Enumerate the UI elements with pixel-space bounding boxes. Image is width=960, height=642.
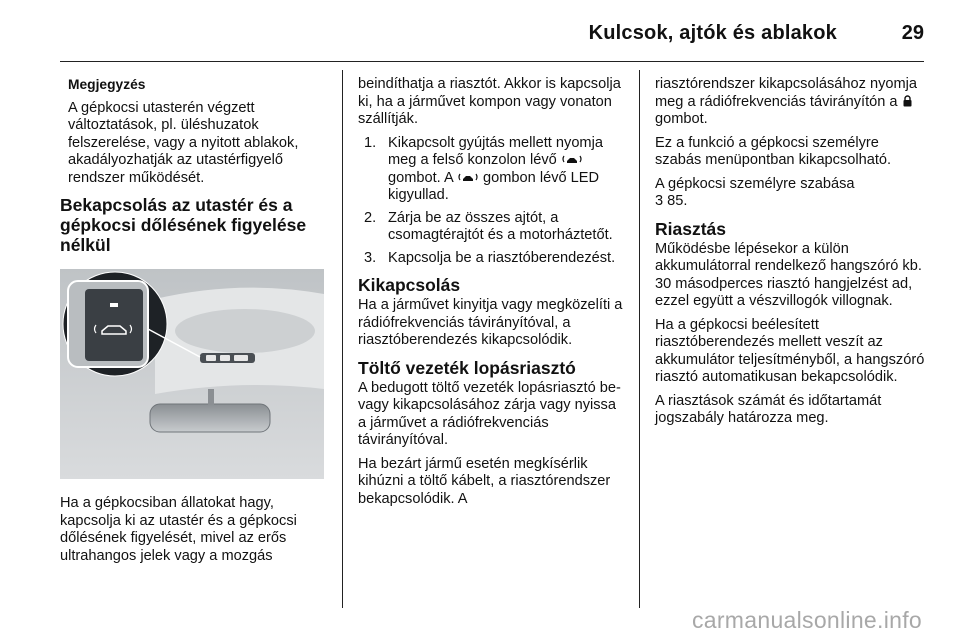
- note-box: [60, 76, 328, 187]
- lock-icon: [902, 95, 913, 107]
- section-heading-alarm: Riasztás: [655, 218, 727, 239]
- personalization-text: Ez a funkció a gépkocsi személyre szabás menüpontban kikapcsolható.: [655, 134, 892, 168]
- list-item: 2. Zárja be az összes ajtót, a csomagtérajtót és a motorháztetőt.: [364, 209, 613, 243]
- steps-list: [358, 135, 626, 268]
- note-text: A gépkocsi utasterén végzett változtatások, pl. üléshuzatok felszerelése, vagy a nyitott ablakok, akadályozhatják az utastérfigyelő rendszer működését.: [68, 99, 299, 186]
- column-1: [60, 76, 328, 571]
- section-heading-inhibit: Bekapcsolás az utastér és a gépkocsi dőlésének figyelése nélkül: [60, 195, 307, 255]
- footer-watermark: carmanualsonline.info: [691, 607, 922, 633]
- intro-text: beindíthatja a riasztót. Akkor is kapcsolja ki, ha a járművet kompon vagy vonaton szállítják.: [358, 76, 621, 127]
- header-title: Kulcsok, ajtók és ablakok: [588, 22, 837, 44]
- page-reference: 3 85.: [655, 193, 688, 209]
- section-heading-cable: Töltő vezeték lopásriasztó: [358, 357, 576, 378]
- column-3: [655, 76, 925, 434]
- column-divider-left: [342, 70, 343, 608]
- note-title: Megjegyzés: [68, 77, 146, 92]
- alarm-text-2: Ha a gépkocsi beélesített riasztóberendezés mellett veszít az akkumulátor teljesítményből, a hangszóró riasztó automatikusan bekapcsolódik.: [655, 316, 925, 385]
- cable-text-1: A bedugott töltő vezeték lopásriasztó be- vagy kikapcsolásához zárja vagy nyissa a járművet a rádiófrekvenciás távirányítóval.: [358, 379, 621, 448]
- cable-text-2: Ha bezárt jármű esetén megkísérlik kihúzni a töltő kábelt, a riasztórendszer bekapcsolódik. A: [358, 455, 611, 507]
- car-waves-icon: [561, 153, 583, 165]
- car-waves-icon: [457, 171, 479, 183]
- disable-text: riasztórendszer kikapcsolásához nyomja meg a rádiófrekvenciás távirányítón a gombot.: [655, 76, 917, 127]
- list-item: 1. Kikapcsolt gyújtás mellett nyomja meg a felső konzolon lévő gombot. A gombon lévő LED kigyullad.: [364, 134, 603, 203]
- alarm-text-3: A riasztások számát és időtartamát jogszabály határozza meg.: [655, 392, 882, 426]
- overhead-console-photo: [60, 269, 324, 479]
- personalization-ref: A gépkocsi személyre szabása 3 85.: [655, 175, 855, 209]
- column-divider-right: [639, 70, 640, 608]
- header-rule: [60, 61, 924, 62]
- inhibit-body: Ha a gépkocsiban állatokat hagy, kapcsolja ki az utastér és a gépkocsi dőlésének figyelését, mivel az erős ultrahangos jelek vagy a mozgás: [60, 495, 297, 564]
- column-2: [358, 76, 626, 514]
- page-number: 29: [901, 22, 924, 44]
- section-heading-off: Kikapcsolás: [358, 275, 461, 295]
- list-item: 3. Kapcsolja be a riasztóberendezést.: [364, 249, 616, 266]
- off-text: Ha a járművet kinyitja vagy megközelíti a rádiófrekvenciás távirányítóval, a riasztóberendezés kikapcsolódik.: [358, 297, 623, 348]
- overhead-console-image: [60, 269, 324, 479]
- alarm-text-1: Működésbe lépésekor a külön akkumulátorral rendelkező hangszóró kb. 30 másodperces riasztó hangjelzést ad, ezzel együtt a vészvillogók villognak.: [655, 240, 922, 309]
